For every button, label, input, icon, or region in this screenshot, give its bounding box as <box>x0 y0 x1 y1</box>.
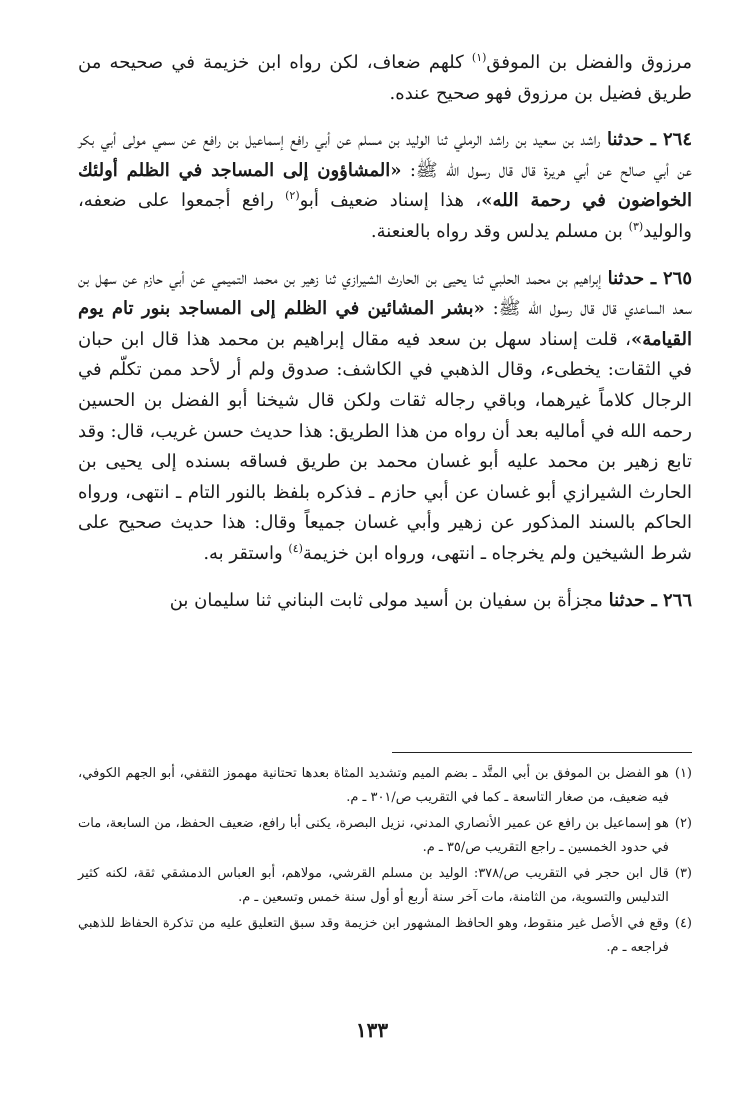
footnote-number: (٤) <box>674 916 692 931</box>
hadith-264 <box>78 125 692 247</box>
paragraph-continuation <box>78 48 692 109</box>
haddathana-word: حدثنا <box>607 129 644 151</box>
footnote-separator <box>392 752 692 753</box>
haddathana-word: حدثنا <box>608 589 646 611</box>
footnote-ref-1[interactable]: (١) <box>471 51 487 64</box>
footnote-number: (٣) <box>674 866 692 881</box>
text-run: بن مسلم يدلس وقد رواه بالعنعنة. <box>370 220 629 242</box>
footnotes <box>78 762 692 962</box>
footnote-text: قال ابن حجر في التقريب ص/٣٧٨: الوليد بن مسلم القرشي، مولاهم، أبو العباس الدمشقي ثقة، لكنه كثير التدليس والتسوية، من الثامنة، مات آخر سنة أربع أو أول سنة خمس وتسعين ـ م. <box>78 866 669 905</box>
footnote-text: وقع في الأصل غير منقوط، وهو الحافظ المشهور ابن خزيمة وقد سبق التعليق عليه من تذكرة الحفاظ للذهبي فراجعه ـ م. <box>78 916 669 955</box>
footnote-text: هو إسماعيل بن رافع عن عمير الأنصاري المدني، نزيل البصرة، يكنى أبا رافع، ضعيف الحفظ، من السابعة، مات في حدود الخمسين ـ راجع التقريب ص/٣٥ ـ م. <box>78 816 669 855</box>
footnote-ref-4[interactable]: (٤) <box>288 541 303 555</box>
text-run: مجزأة بن سفيان بن أسيد مولى ثابت البناني ثنا سليمان بن <box>169 589 609 611</box>
hadith-number: ٢٦٤ ـ <box>643 129 692 151</box>
main-text <box>78 48 692 616</box>
text-run: ، قلت إسناد سهل بن سعد فيه مقال إبراهيم بن محمد هذا قال ابن حبان في الثقات: يخطىء، وقال الذهبي في الكاشف: صدوق ولم أر لأحد ممن تكلّم في الرجال كلاماً غيرهما، وباقي رجاله ثقات ولكن قال شيخنا أبو الفضل بن الحسين رحمه الله في أماليه بعد أن رواه من هذا الطريق: هذا حديث حسن غريب، قال: وقد تابع زهير بن محمد عليه أبو غسان محمد بن طريق فساقه بسنده إلى يحيى بن الحارث الشيرازي أبو غسان عن أبي حازم ـ فذكره بلفظ بالنور التام ـ انتهى، ورواه الحاكم بالسند المذكور عن زهير وأبي غسان جميعاً وقال: هذا حديث صحيح على شرط الشيخين ولم يخرجاه ـ انتهى، ورواه ابن خزيمة <box>78 328 692 564</box>
footnote-ref-2[interactable]: (٢) <box>285 189 300 203</box>
page-number: ١٣٣ <box>355 1018 389 1042</box>
footnote-1 <box>78 762 692 810</box>
hadith-matn: «بشر المشائين في الظلم إلى المساجد بنور تام يوم القيامة» <box>78 298 692 350</box>
footnote-3 <box>78 862 692 910</box>
text-run: ، هذا إسناد ضعيف أبو <box>299 190 482 212</box>
text-run: كلهم ضعاف، لكن رواه ابن خزيمة في صحيحه من طريق فضيل بن مرزوق فهو صحيح عنده. <box>78 52 692 104</box>
text-run: رافع أجمعوا على ضعفه، والوليد <box>78 190 692 242</box>
footnote-4 <box>78 912 692 960</box>
text-run: مرزوق والفضل بن الموفق <box>486 52 692 73</box>
hadith-number: ٢٦٥ ـ <box>644 267 692 289</box>
footnote-2 <box>78 812 692 860</box>
hadith-265 <box>78 264 692 570</box>
haddathana-word: حدثنا <box>607 267 645 289</box>
text-run: إبراهيم بن محمد الحلبي ثنا يحيى بن الحارث الشيرازي ثنا زهير بن محمد التميمي عن أبي حازم عن سهل بن سعد الساعدي قال قال رسول الله ﷺ: <box>78 267 692 320</box>
hadith-266 <box>78 586 692 617</box>
hadith-number: ٢٦٦ ـ <box>645 589 692 611</box>
footnote-text: هو الفضل بن الموفق بن أبي المتَّد ـ بضم الميم وتشديد المثاة بعدها تحتانية مهموز الثقفي، أبو الجهم الكوفي، فيه ضعيف، من صغار التاسعة ـ كما في التقريب ص/٣٠١ ـ م. <box>78 766 669 805</box>
footnote-number: (٢) <box>674 816 692 831</box>
text-run: واستقر به. <box>203 542 289 564</box>
text-run: راشد بن سعيد بن راشد الرملي ثنا الوليد بن مسلم عن أبي رافع إسماعيل بن رافع عن سمي مولى أبي بكر عن أبي صالح عن أبي هريرة قال قال رسول الله ﷺ: <box>78 129 692 181</box>
hadith-matn: «المشاؤون إلى المساجد في الظلم أولئك الخواضون في رحمة الله» <box>78 159 692 212</box>
footnote-number: (١) <box>674 766 692 781</box>
footnote-ref-3[interactable]: (٣) <box>628 219 644 233</box>
